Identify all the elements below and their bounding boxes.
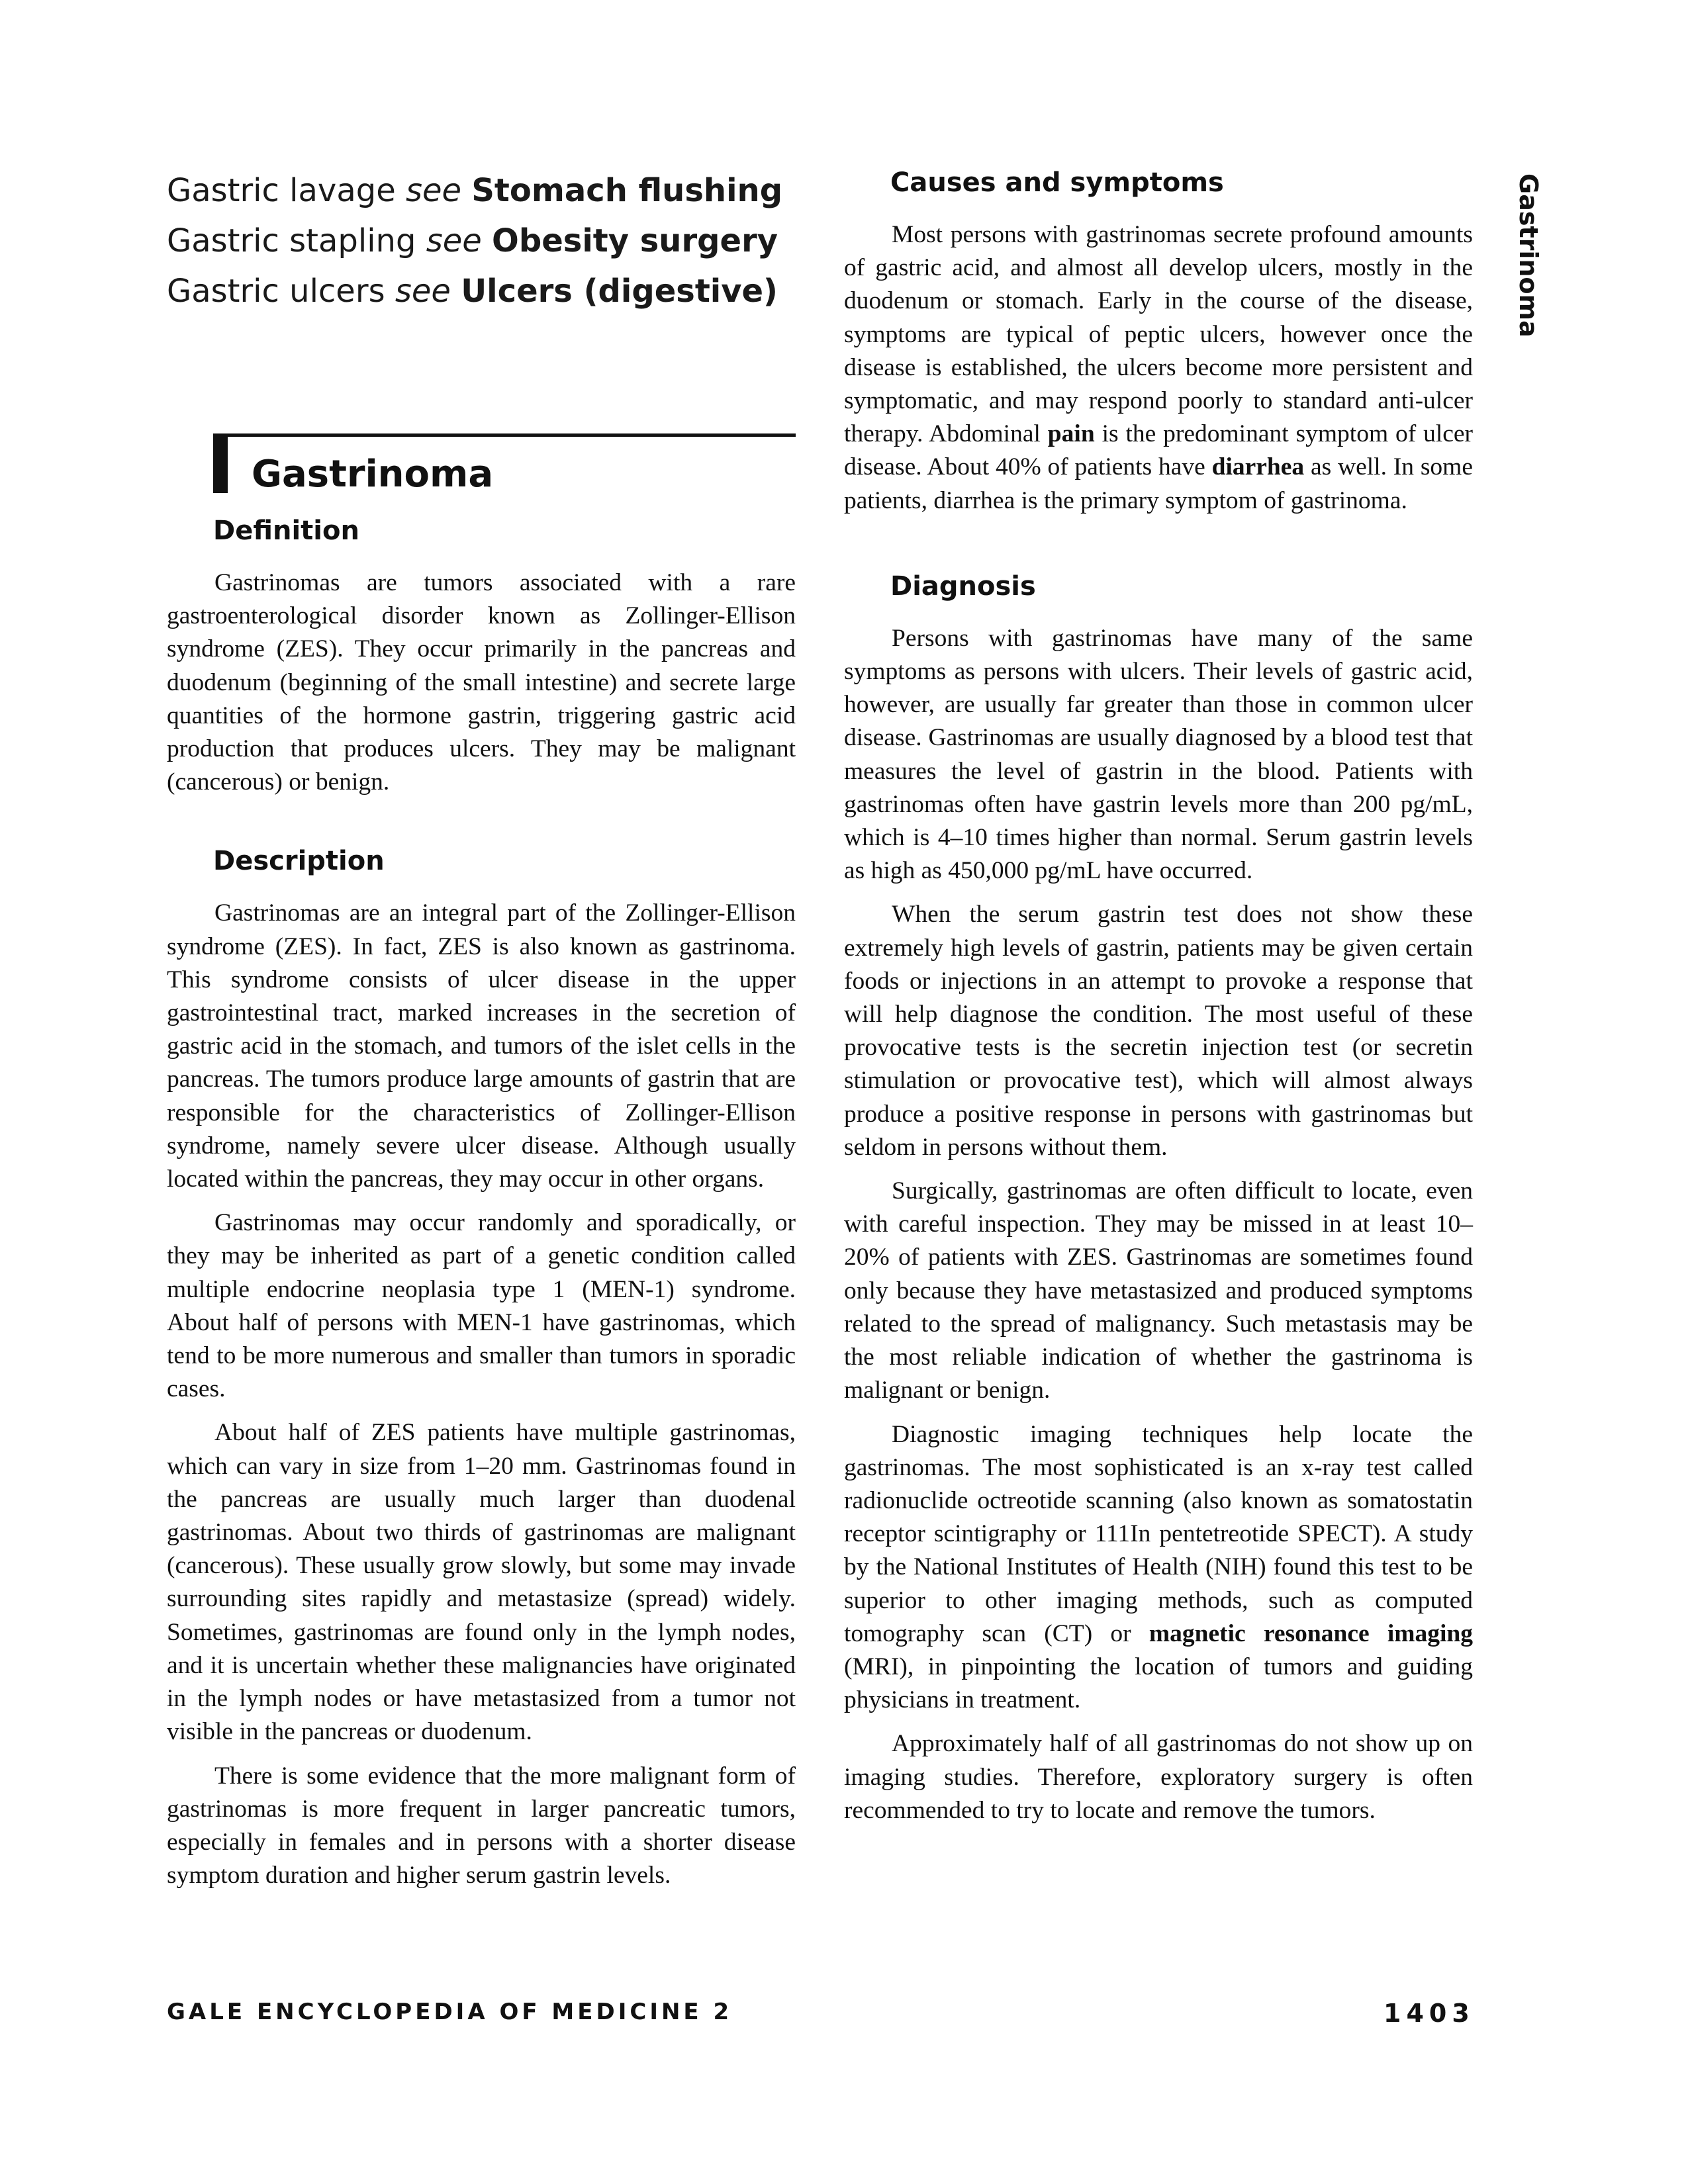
diagnosis-paragraph-4: Diagnostic imaging techniques help locate the gastrinomas. The most sophisticated is an x-ray test called radionuclide octreotide scanning (also known as somatostatin receptor scintigraphy or 111In pentetreotide SPECT). A study by the National Institutes of Health (NIH) found this test to be superior to other imaging methods, such as computed tomography scan (CT) or magnetic resonance imaging (MRI), in pinpointing the location of tumors and guiding physicians in treatment.: [844, 1420, 1474, 1714]
description-paragraph-1: Gastrinomas are an integral part of the Zollinger-Ellison syndrome (ZES). In fact, ZES is also known as gastrinoma. This syndrome consists of ulcer disease in the upper gastrointestinal tract, marked increases in the secretion of gastric acid in the stomach, and tumors of the islet cells in the pancreas. The tumors produce large amounts of gastrin that are responsible for the characteristics of Zollinger-Ellison syndrome, namely severe ulcer disease. Although usually located within the pancreas, they may occur in other organs.: [167, 899, 796, 1193]
see-ref-link[interactable]: Obesity surgery: [492, 222, 778, 259]
see-ref-link[interactable]: Ulcers (digestive): [461, 273, 778, 310]
footer-page-number: 1403: [1383, 1999, 1475, 2028]
description-paragraph-2: Gastrinomas may occur randomly and sporadically, or they may be inherited as part of a genetic condition called multiple endocrine neoplasia type 1 (MEN-1) syndrome. About half of persons with MEN-1 have gastrinomas, which tend to be more numerous and smaller than tumors in sporadic cases.: [167, 1209, 796, 1403]
entry-title: Gastrinoma: [252, 453, 494, 496]
see-ref-gastric-stapling: Gastric stapling see Obesity surgery: [167, 222, 778, 259]
see-ref-link[interactable]: Stomach flushing: [471, 172, 783, 209]
causes-heading: Causes and symptoms: [890, 167, 1224, 198]
entry-marker-bar: [213, 433, 228, 493]
description-paragraph-4: There is some evidence that the more malignant form of gastrinomas is more frequent in larger pancreatic tumors, especially in females and in persons with a shorter disease symptom duration and higher serum gastrin levels.: [167, 1762, 796, 1889]
diagnosis-paragraph-3: Surgically, gastrinomas are often difficult to locate, even with careful inspection. They may be missed in at least 10–20% of patients with ZES. Gastrinomas are sometimes found only because they have metastasized and produced symptoms related to the spread of malignancy. Such metastasis may be the most reliable indication of whether the gastrinoma is malignant or benign.: [844, 1177, 1473, 1404]
mri-link[interactable]: magnetic resonance imaging: [1149, 1619, 1474, 1647]
see-ref-gastric-ulcers: Gastric ulcers see Ulcers (digestive): [167, 273, 778, 310]
footer-publication: GALE ENCYCLOPEDIA OF MEDICINE 2: [167, 1999, 733, 2025]
diagnosis-paragraph-1: Persons with gastrinomas have many of the same symptoms as persons with ulcers. Their levels of gastric acid, however, are usually far greater than those in common ulcer disease. Gastrinomas are usually diagnosed by a blood test that measures the level of gastrin in the blood. Patients with gastrinomas often have gastrin levels more than 200 pg/mL, which is 4–10 times higher than normal. Serum gastrin levels as high as 450,000 pg/mL have occurred.: [844, 624, 1473, 885]
side-tab-entry-name: Gastrinoma: [1514, 173, 1543, 338]
left-column: [167, 511, 796, 1903]
description-paragraph-3: About half of ZES patients have multiple gastrinomas, which can vary in size from 1–20 mm. Gastrinomas found in the pancreas are usually much larger than duodenal gastrinomas. About two thirds of gastrinomas are malignant (cancerous). These usually grow slowly, but some may invade surrounding sites rapidly and metastasize (spread) widely. Sometimes, gastrinomas are found only in the lymph nodes, and it is uncertain whether these malignancies have originated in the lymph nodes or have metastasized from a tumor not visible in the pancreas or duodenum.: [167, 1419, 796, 1746]
entry-header: [213, 433, 796, 500]
diagnosis-paragraph-2: When the serum gastrin test does not show these extremely high levels of gastrin, patients may be given certain foods or injections in an attempt to provoke a response that will help diagnose the condition. The most useful of these provocative tests is the secretin injection test (or secretin stimulation or provocative test), which will almost always produce a positive response in persons with gastrinomas but seldom in persons without them.: [844, 901, 1473, 1161]
description-heading: Description: [213, 846, 385, 877]
pain-link[interactable]: pain: [1047, 420, 1095, 448]
right-column: [844, 163, 1473, 1838]
see-also-references: [167, 165, 802, 316]
definition-paragraph: Gastrinomas are tumors associated with a rare gastroenterological disorder known as Zollinger-Ellison syndrome (ZES). They occur primarily in the pancreas and duodenum (beginning of the small intestine) and secrete large quantities of the hormone gastrin, triggering gastric acid production that produces ulcers. They may be malignant (cancerous) or benign.: [167, 569, 796, 796]
definition-heading: Definition: [213, 516, 359, 546]
see-ref-gastric-lavage: Gastric lavage see Stomach flushing: [167, 172, 783, 209]
entry-rule: [213, 433, 796, 437]
diarrhea-link[interactable]: diarrhea: [1211, 453, 1305, 481]
causes-paragraph: Most persons with gastrinomas secrete profound amounts of gastric acid, and almost all develop ulcers, mostly in the duodenum or stomach. Early in the course of the disease, symptoms are typical of peptic ulcers, however once the disease is established, the ulcers become more persistent and symptomatic, and may respond poorly to standard anti-ulcer therapy. Abdominal pain is the predominant symptom of ulcer disease. About 40% of patients have diarrhea as well. In some patients, diarrhea is the primary symptom of gastrinoma.: [844, 221, 1474, 514]
diagnosis-paragraph-5: Approximately half of all gastrinomas do not show up on imaging studies. Therefore, exploratory surgery is often recommended to try to locate and remove the tumors.: [844, 1730, 1473, 1824]
diagnosis-heading: Diagnosis: [890, 570, 1036, 602]
